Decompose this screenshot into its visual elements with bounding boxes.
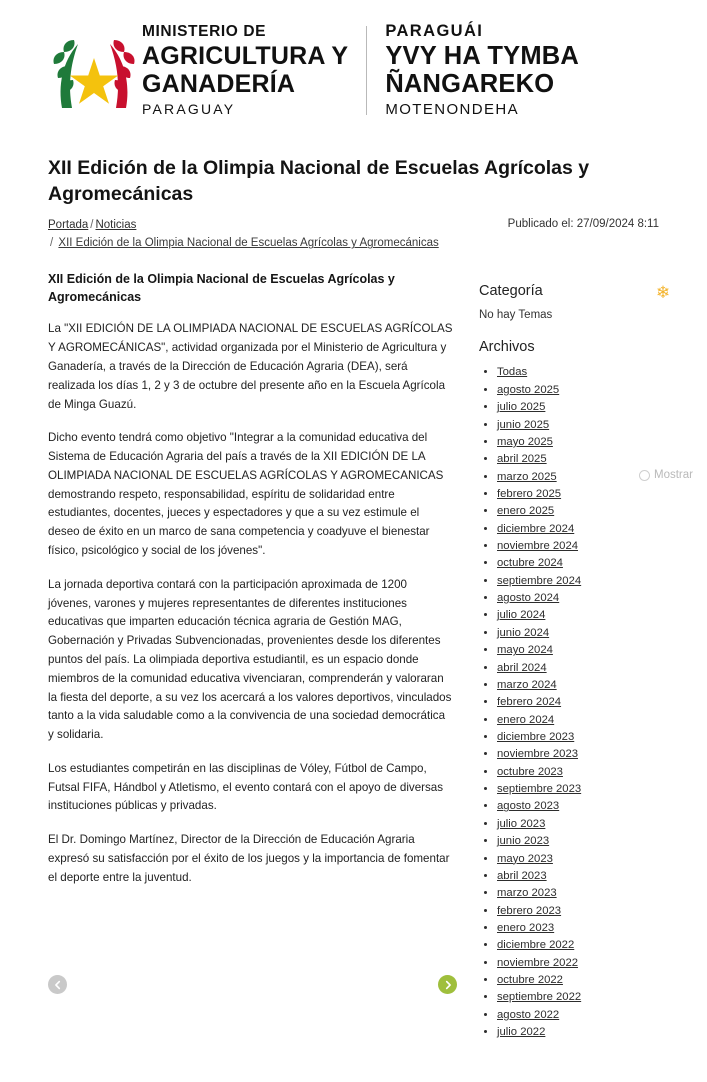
list-item (497, 383, 659, 398)
archive-link[interactable]: enero 2023 (497, 921, 555, 934)
archive-link[interactable]: febrero 2025 (497, 487, 562, 500)
archive-link[interactable]: junio 2024 (497, 626, 550, 639)
list-item (497, 921, 659, 936)
archive-link[interactable]: marzo 2025 (497, 470, 557, 483)
archive-link[interactable]: agosto 2022 (497, 1008, 560, 1021)
title-area (0, 133, 707, 254)
list-item (497, 470, 659, 485)
archive-link[interactable]: noviembre 2024 (497, 540, 579, 553)
list-item (497, 452, 659, 467)
article-paragraph: Dicho evento tendrá como objetivo "Integrar a la comunidad educativa del Sistema de Educación Agraria del país a través de la XII EDICIÓN DE LA OLIMPIADA NACIONAL DE ESCUELAS AGRÍCOLAS Y AGROMECANICAS demostrando respeto, responsabilidad, espíritu de solidaridad entre estudiantes, docentes, jueces y espectadores y que a su vez estimule el deseo de éxito en un marco de sana competencia y coadyuve el bienestar físico, psicológico y social de los jóvenes". (48, 431, 444, 558)
archive-link[interactable]: agosto 2024 (497, 592, 560, 605)
ministry-line-1: MINISTERIO DE (142, 23, 267, 41)
archives-list (479, 365, 659, 1040)
category-empty-note: No hay Temas (479, 309, 553, 322)
ministry-line-4: PARAGUAY (142, 100, 236, 117)
archive-link[interactable]: marzo 2024 (497, 678, 557, 691)
list-item (497, 504, 659, 519)
archive-link[interactable]: junio 2023 (497, 835, 550, 848)
archive-link[interactable]: junio 2025 (497, 418, 550, 431)
guarani-line-1: PARAGUÁI (385, 22, 484, 40)
list-item (497, 782, 659, 797)
archive-link[interactable]: octubre 2022 (497, 974, 563, 987)
archive-link[interactable]: noviembre 2022 (497, 956, 579, 969)
archive-link[interactable]: julio 2022 (497, 1026, 546, 1039)
guarani-line-3: ÑANGAREKO (385, 70, 555, 99)
category-heading: Categoría (479, 283, 543, 300)
article-body (48, 271, 453, 902)
archive-link[interactable]: julio 2024 (497, 609, 546, 622)
logo-wrap (48, 24, 140, 116)
list-item (497, 661, 659, 676)
list-item (497, 678, 659, 693)
list-item (497, 365, 659, 380)
list-item (497, 1008, 659, 1023)
archive-link[interactable]: enero 2024 (497, 713, 555, 726)
list-item (497, 990, 659, 1005)
show-overlay-icon (639, 470, 650, 481)
list-item (497, 730, 659, 745)
archive-link[interactable]: abril 2025 (497, 453, 547, 466)
list-item (497, 973, 659, 988)
list-item (497, 435, 659, 450)
ministry-title-block (140, 23, 366, 118)
list-item (497, 522, 659, 537)
show-overlay-label: Mostrar (654, 469, 693, 482)
ministry-line-2: AGRICULTURA Y (142, 41, 349, 70)
archive-link[interactable]: septiembre 2022 (497, 991, 582, 1004)
breadcrumb-separator-1: / (90, 218, 94, 231)
list-item (497, 608, 659, 623)
show-overlay-button[interactable] (639, 469, 693, 481)
list-item (497, 400, 659, 415)
breadcrumb-home-link[interactable]: Portada (48, 218, 89, 231)
site-header (0, 0, 707, 133)
published-date: Publicado el: 27/09/2024 8:11 (507, 217, 659, 230)
archive-link[interactable]: agosto 2023 (497, 800, 560, 813)
archive-link[interactable]: diciembre 2022 (497, 939, 575, 952)
archives-heading: Archivos (479, 339, 535, 356)
article-paragraph: El Dr. Domingo Martínez, Director de la Dirección de Educación Agraria expresó su satisfacción por el éxito de los juegos y la importancia de fomentar el deporte entre la juventud. (48, 833, 450, 884)
page-title: XII Edición de la Olimpia Nacional de Escuelas Agrícolas y Agromecánicas (48, 156, 590, 206)
content-wrap (0, 253, 707, 1082)
breadcrumb-section-link[interactable]: Noticias (95, 218, 137, 231)
archive-link[interactable]: abril 2024 (497, 661, 547, 674)
chevron-left-icon (53, 980, 63, 990)
coat-of-arms-icon (52, 24, 136, 116)
archive-link[interactable]: diciembre 2024 (497, 522, 575, 535)
list-item (497, 539, 659, 554)
list-item (497, 713, 659, 728)
list-item (497, 418, 659, 433)
list-item (497, 487, 659, 502)
guarani-line-2: YVY HA TYMBA (385, 41, 579, 70)
archive-link[interactable]: diciembre 2023 (497, 731, 575, 743)
archive-link[interactable]: septiembre 2023 (497, 783, 582, 796)
article-paragraph: Los estudiantes competirán en las disciplinas de Vóley, Fútbol de Campo, Futsal FIFA, Hándbol y Atletismo, el evento contará con el apoyo de diversas instituciones públicas y privadas. (48, 761, 444, 813)
archive-link[interactable]: abril 2023 (497, 869, 547, 882)
archive-link[interactable]: julio 2025 (497, 401, 546, 414)
archive-link[interactable]: mayo 2024 (497, 644, 553, 657)
list-item (497, 643, 659, 658)
list-item (497, 1025, 659, 1040)
archive-link[interactable]: Todas (497, 366, 528, 379)
guarani-title-block (385, 22, 659, 119)
list-item (497, 852, 659, 867)
chevron-right-icon (443, 980, 453, 990)
article-paragraph: La "XII EDICIÓN DE LA OLIMPIADA NACIONAL DE ESCUELAS AGRÍCOLAS Y AGROMECÁNICAS", actividad organizada por el Ministerio de Agricultura y Ganadería, a través de la Dirección de Educación Agraria (DEA), será realizada los días 1, 2 y 3 de octubre del presente año en la Escuela Agrícola de Minga Guazú. (48, 322, 453, 411)
archive-link[interactable]: febrero 2024 (497, 696, 562, 709)
breadcrumb (48, 216, 439, 254)
archive-link[interactable]: octubre 2023 (497, 765, 563, 778)
sidebar (479, 271, 693, 1042)
archive-link[interactable]: octubre 2024 (497, 557, 563, 570)
list-item (497, 904, 659, 919)
list-item (497, 886, 659, 901)
archive-link[interactable]: enero 2025 (497, 505, 555, 518)
archive-link[interactable]: julio 2023 (497, 817, 546, 830)
breadcrumb-separator-2: / (50, 237, 54, 250)
list-item (497, 817, 659, 832)
list-item (497, 834, 659, 849)
list-item (497, 956, 659, 971)
list-item (497, 556, 659, 571)
list-item (497, 747, 659, 762)
list-item (497, 626, 659, 641)
archive-link[interactable]: mayo 2023 (497, 852, 553, 865)
guarani-line-4: MOTENONDEHA (385, 100, 520, 118)
list-item (497, 938, 659, 953)
article-paragraph: La jornada deportiva contará con la participación aproximada de 1200 jóvenes, varones y mujeres representantes de diferentes instituciones educativas que imparten educación técnica agraria de Gestión MAG, Gobernación y Privadas Subvencionadas, provenientes desde los diferentes puntos del país. La olimpiada deportiva estudiantil, es un espacio donde miembros de la comunidad educativa vivenciaran, comprenderán y valoraran la fiesta del deporte, a su vez los acercará a los valores deportivos, vinculados tanto a la vida saludable como a la convivencia de una sociedad democrática y solidaria. (48, 577, 452, 742)
archive-link[interactable]: mayo 2025 (497, 435, 553, 448)
list-item (497, 574, 659, 589)
archive-link[interactable]: marzo 2023 (497, 887, 557, 900)
list-item (497, 695, 659, 710)
archive-link[interactable]: febrero 2023 (497, 904, 562, 917)
header-divider (366, 26, 367, 115)
list-item (497, 591, 659, 606)
list-item (497, 799, 659, 814)
archive-link[interactable]: septiembre 2024 (497, 574, 582, 587)
breadcrumb-current: XII Edición de la Olimpia Nacional de Escuelas Agrícolas y Agromecánicas (58, 237, 439, 250)
list-item (497, 869, 659, 884)
archive-link[interactable]: noviembre 2023 (497, 748, 579, 761)
sparkle-icon: ❄ (655, 283, 671, 303)
meta-row (48, 216, 659, 254)
list-item (497, 765, 659, 780)
article-subtitle: XII Edición de la Olimpia Nacional de Escuelas Agrícolas y Agromecánicas (48, 272, 395, 304)
archive-link[interactable]: agosto 2025 (497, 383, 560, 396)
ministry-line-3: GANADERÍA (142, 69, 296, 98)
